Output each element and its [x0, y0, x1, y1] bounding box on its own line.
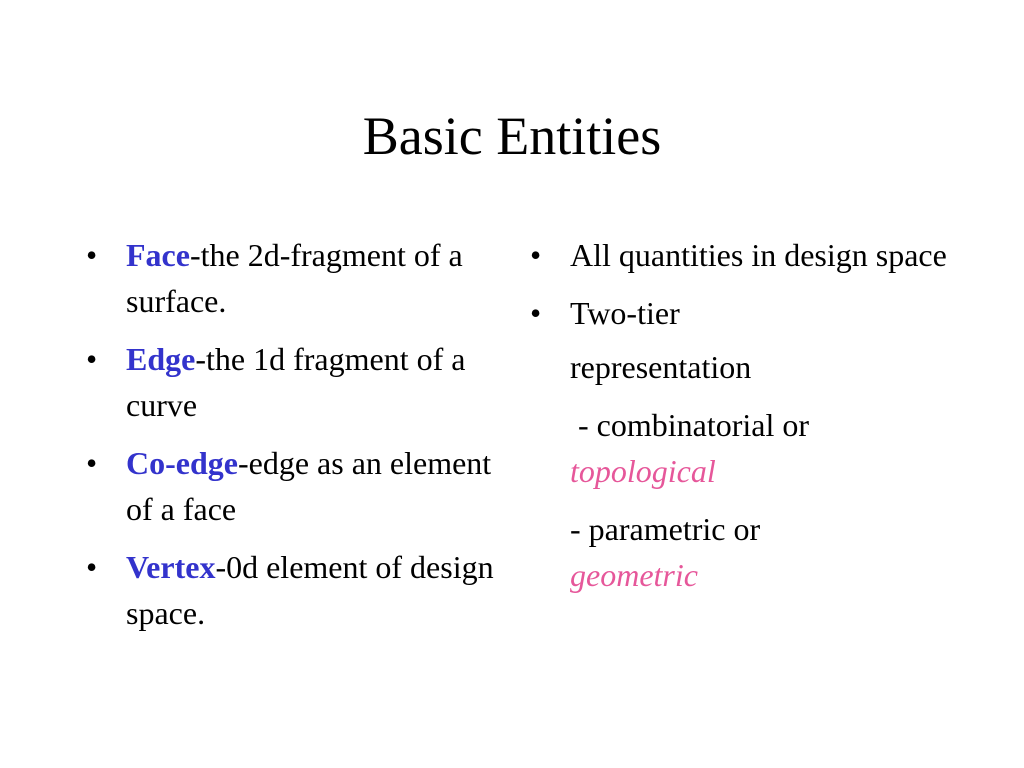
- bullet-icon: •: [530, 295, 542, 331]
- sub-item-text: - parametric or: [570, 511, 761, 547]
- bullet-item-two-tier: [530, 290, 980, 336]
- left-bullet-list: [86, 232, 506, 648]
- bullet-term: Vertex: [126, 549, 216, 585]
- bullet-continuation: representation: [570, 349, 752, 385]
- bullet-item-all-quantities: [530, 232, 980, 278]
- bullet-item-vertex: [86, 544, 506, 636]
- bullet-item-co-edge: [86, 440, 506, 532]
- bullet-text: -edge as an element of a face: [126, 445, 492, 527]
- bullet-icon: •: [530, 237, 542, 273]
- bullet-text: Two-tier: [570, 295, 680, 331]
- bullet-icon: •: [86, 445, 98, 481]
- bullet-text: -0d element of design space.: [126, 549, 494, 631]
- slide-title: Basic Entities: [362, 106, 662, 166]
- sub-item-emphasis: topological: [570, 453, 716, 489]
- bullet-text: -the 2d-fragment of a surface.: [126, 237, 463, 319]
- bullet-item-edge: [86, 336, 506, 428]
- bullet-text: All quantities in design space: [570, 237, 947, 273]
- bullet-term: Face: [126, 237, 190, 273]
- bullet-icon: •: [86, 237, 98, 273]
- bullet-item-face: [86, 232, 506, 324]
- bullet-text: -the 1d fragment of a curve: [126, 341, 466, 423]
- bullet-term: Co-edge: [126, 445, 238, 481]
- sub-item-emphasis: geometric: [570, 557, 698, 593]
- sub-item-text: - combinatorial or: [570, 407, 810, 443]
- bullet-term: Edge: [126, 341, 196, 377]
- sub-item-parametric: [530, 506, 980, 598]
- bullet-icon: •: [86, 549, 98, 585]
- right-bullet-list: [530, 232, 980, 610]
- sub-item-combinatorial: [530, 402, 980, 494]
- bullet-icon: •: [86, 341, 98, 377]
